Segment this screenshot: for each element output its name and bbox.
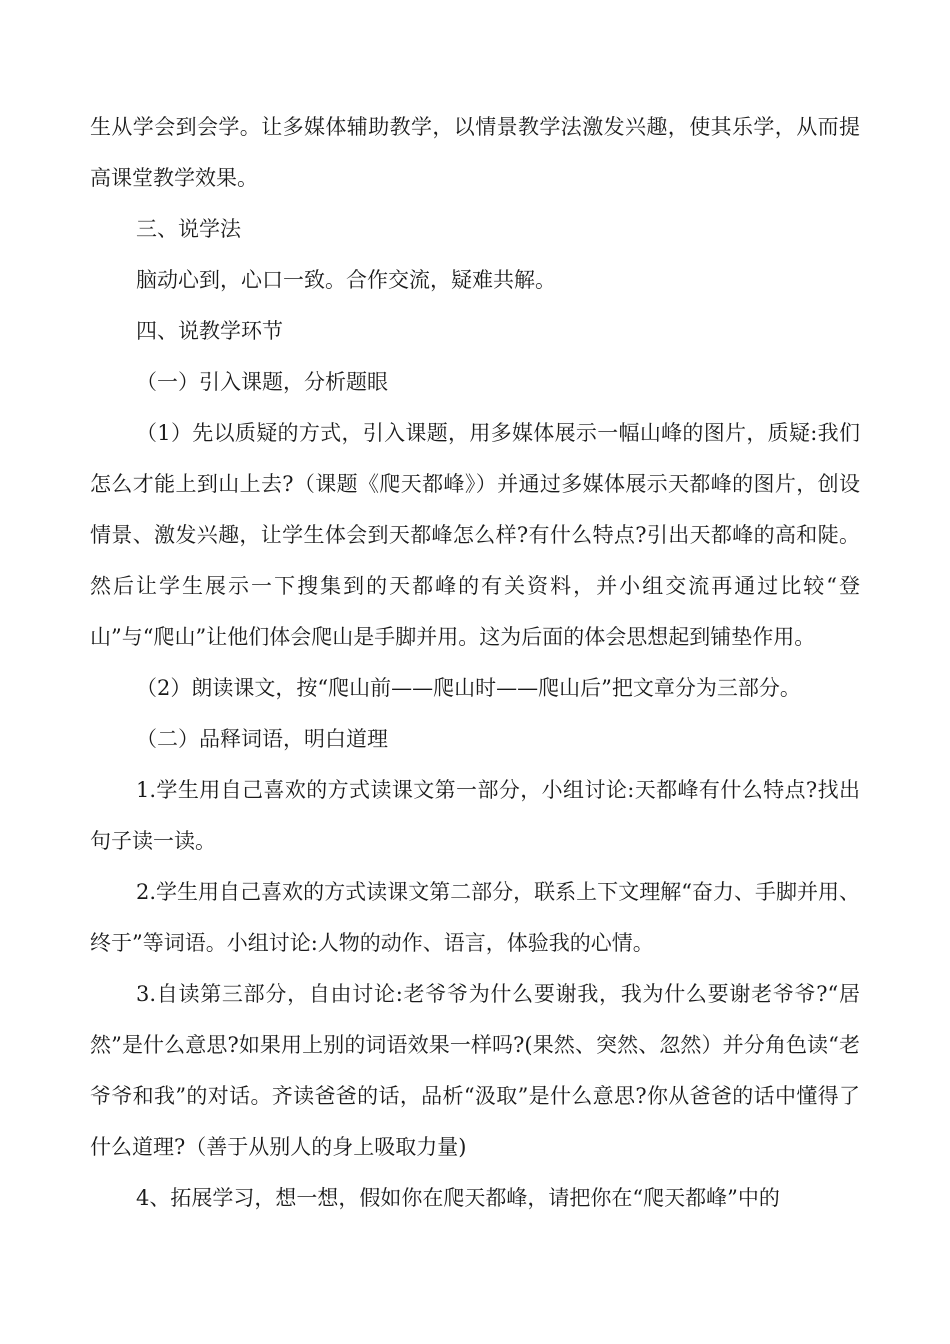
paragraph-item-4: 4、拓展学习，想一想，假如你在爬天都峰，请把你在“爬天都峰”中的 [136,1186,780,1210]
subheading-word-analysis: （二）品释词语，明白道理 [136,727,388,751]
heading-learning-method: 三、说学法 [136,217,241,241]
paragraph-teaching-method-end: 生从学会到会学。让多媒体辅助教学，以情景教学法激发兴趣，使其乐学，从而提高课堂教学效果。 [90,115,860,190]
paragraph-item-1: 1.学生用自己喜欢的方式读课文第一部分，小组讨论:天都峰有什么特点?找出句子读一读。 [90,778,860,853]
paragraph-learning-method: 脑动心到，心口一致。合作交流，疑难共解。 [136,268,556,292]
subheading-introduce-topic: （一）引入课题，分析题眼 [136,370,388,394]
document-body [90,102,860,1224]
paragraph-item-2: 2.学生用自己喜欢的方式读课文第二部分，联系上下文理解“奋力、手脚并用、终于”等词语。小组讨论:人物的动作、语言，体验我的心情。 [90,880,860,955]
paragraph-step-1: （1）先以质疑的方式，引入课题，用多媒体展示一幅山峰的图片，质疑:我们怎么才能上到山上去?（课题《爬天都峰》）并通过多媒体展示天都峰的图片，创设情景、激发兴趣，让学生体会到天都峰怎么样?有什么特点?引出天都峰的高和陡。然后让学生展示一下搜集到的天都峰的有关资料，并小组交流再通过比较“登山”与“爬山”让他们体会爬山是手脚并用。这为后面的体会思想起到铺垫作用。 [90,421,860,649]
paragraph-step-2: （2）朗读课文，按“爬山前——爬山时——爬山后”把文章分为三部分。 [136,676,801,700]
heading-teaching-steps: 四、说教学环节 [136,319,283,343]
paragraph-item-3: 3.自读第三部分，自由讨论:老爷爷为什么要谢我，我为什么要谢老爷爷?“居然”是什么意思?如果用上别的词语效果一样吗?(果然、突然、忽然）并分角色读“老爷爷和我”的对话。齐读爸爸的话，品析“汲取”是什么意思?你从爸爸的话中懂得了什么道理?（善于从别人的身上吸取力量) [90,982,860,1159]
